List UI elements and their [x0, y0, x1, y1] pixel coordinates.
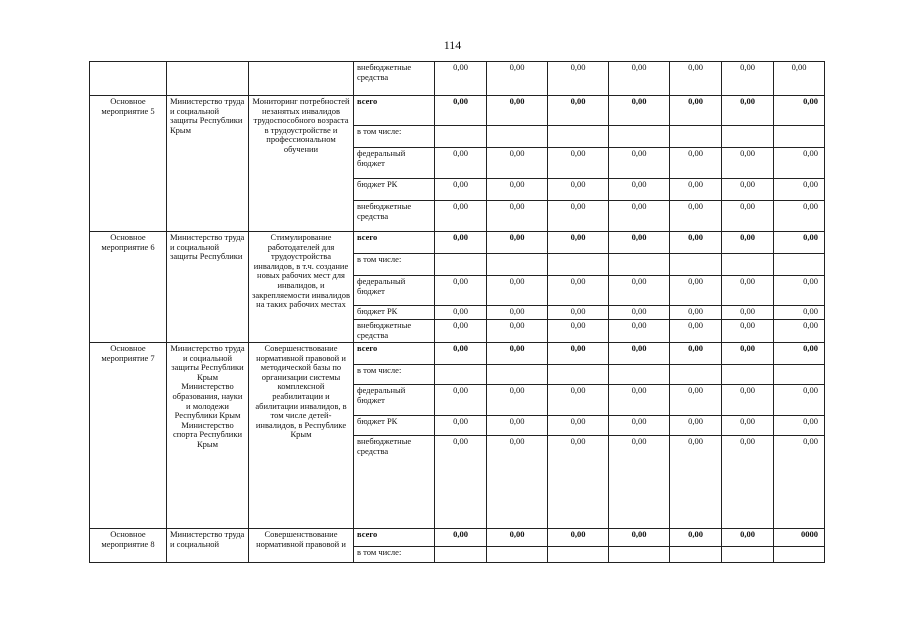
value-cell: 0,00	[722, 96, 774, 126]
value-cell: 0,00	[435, 416, 487, 436]
value-cell: 0,00	[435, 385, 487, 416]
value-cell: 0,00	[670, 148, 722, 179]
value-cell: 0,00	[722, 436, 774, 529]
value-cell	[722, 126, 774, 148]
value-cell: 0,00	[670, 416, 722, 436]
funding-source: федеральный бюджет	[354, 385, 435, 416]
funding-source: всего	[354, 232, 435, 254]
value-cell: 0000	[774, 529, 825, 547]
value-cell: 0,00	[548, 320, 609, 343]
value-cell: 0,00	[435, 148, 487, 179]
value-cell: 0,00	[722, 416, 774, 436]
value-cell: 0,00	[487, 529, 548, 547]
value-cell: 0,00	[670, 232, 722, 254]
empty-cell	[90, 62, 167, 96]
value-cell	[435, 547, 487, 563]
value-cell	[774, 547, 825, 563]
value-cell: 0,00	[548, 343, 609, 365]
funding-source: внебюджетные средства	[354, 436, 435, 529]
value-cell: 0,00	[609, 529, 670, 547]
event-description: Совершенствование нормативной правовой и методической базы по организации системы комплексной реабилитации и абилитации инвалидов, в том числе детей-инвалидов, в Республике Крым	[249, 343, 354, 529]
value-cell: 0,00	[435, 62, 487, 96]
value-cell	[435, 365, 487, 385]
event-name: Основное мероприятие 8	[90, 529, 167, 563]
table-row	[90, 343, 825, 365]
value-cell: 0,00	[487, 416, 548, 436]
funding-source: всего	[354, 96, 435, 126]
funding-source: внебюджетные средства	[354, 62, 435, 96]
value-cell	[774, 126, 825, 148]
value-cell: 0,00	[609, 148, 670, 179]
value-cell	[487, 126, 548, 148]
executor: Министерство труда и социальной	[167, 529, 249, 563]
value-cell: 0,00	[609, 343, 670, 365]
value-cell	[722, 547, 774, 563]
value-cell	[548, 254, 609, 276]
funding-source: в том числе:	[354, 547, 435, 563]
value-cell: 0,00	[670, 385, 722, 416]
value-cell: 0,00	[609, 201, 670, 232]
value-cell: 0,00	[548, 232, 609, 254]
value-cell: 0,00	[487, 62, 548, 96]
value-cell: 0,00	[609, 96, 670, 126]
value-cell: 0,00	[435, 276, 487, 306]
value-cell: 0,00	[774, 148, 825, 179]
value-cell: 0,00	[774, 201, 825, 232]
value-cell	[487, 254, 548, 276]
value-cell: 0,00	[774, 436, 825, 529]
value-cell: 0,00	[548, 416, 609, 436]
value-cell: 0,00	[435, 320, 487, 343]
value-cell: 0,00	[548, 436, 609, 529]
value-cell: 0,00	[435, 179, 487, 201]
value-cell: 0,00	[435, 306, 487, 320]
value-cell: 0,00	[487, 96, 548, 126]
executor: Министерство труда и социальной защиты Республики Крым	[167, 96, 249, 232]
value-cell: 0,00	[670, 343, 722, 365]
value-cell: 0,00	[435, 529, 487, 547]
value-cell: 0,00	[774, 343, 825, 365]
value-cell: 0,00	[722, 201, 774, 232]
value-cell	[435, 254, 487, 276]
value-cell: 0,00	[609, 436, 670, 529]
value-cell	[435, 126, 487, 148]
value-cell: 0,00	[548, 201, 609, 232]
table-row	[90, 232, 825, 254]
value-cell: 0,00	[722, 148, 774, 179]
value-cell: 0,00	[722, 232, 774, 254]
value-cell: 0,00	[670, 96, 722, 126]
value-cell: 0,00	[774, 416, 825, 436]
value-cell	[670, 254, 722, 276]
value-cell	[670, 547, 722, 563]
value-cell: 0,00	[487, 306, 548, 320]
value-cell: 0,00	[435, 436, 487, 529]
value-cell: 0,00	[609, 320, 670, 343]
value-cell: 0,00	[548, 96, 609, 126]
funding-source: в том числе:	[354, 254, 435, 276]
value-cell: 0,00	[548, 529, 609, 547]
value-cell: 0,00	[609, 385, 670, 416]
value-cell: 0,00	[670, 529, 722, 547]
value-cell: 0,00	[722, 62, 774, 96]
value-cell: 0,00	[722, 529, 774, 547]
value-cell	[722, 254, 774, 276]
value-cell: 0,00	[774, 96, 825, 126]
value-cell: 0,00	[609, 62, 670, 96]
funding-source: федеральный бюджет	[354, 276, 435, 306]
value-cell: 0,00	[722, 343, 774, 365]
value-cell: 0,00	[548, 276, 609, 306]
value-cell: 0,00	[609, 416, 670, 436]
value-cell: 0,00	[774, 306, 825, 320]
value-cell: 0,00	[487, 343, 548, 365]
value-cell: 0,00	[487, 201, 548, 232]
event-description: Совершенствование нормативной правовой и	[249, 529, 354, 563]
value-cell: 0,00	[774, 232, 825, 254]
value-cell: 0,00	[487, 179, 548, 201]
empty-cell	[249, 62, 354, 96]
value-cell: 0,00	[548, 179, 609, 201]
funding-source: федеральный бюджет	[354, 148, 435, 179]
value-cell	[670, 365, 722, 385]
funding-source: внебюджетные средства	[354, 320, 435, 343]
value-cell: 0,00	[548, 148, 609, 179]
value-cell	[609, 254, 670, 276]
executor: Министерство труда и социальной защиты Республики	[167, 232, 249, 343]
value-cell: 0,00	[548, 306, 609, 320]
value-cell: 0,00	[670, 276, 722, 306]
funding-source: внебюджетные средства	[354, 201, 435, 232]
table-row	[90, 529, 825, 547]
funding-source: бюджет РК	[354, 416, 435, 436]
value-cell: 0,00	[435, 343, 487, 365]
value-cell: 0,00	[774, 179, 825, 201]
value-cell: 0,00	[435, 96, 487, 126]
executor: Министерство труда и социальной защиты Республики Крым Министерство образования, науки и молодежи Республики Крым Министерство спорта Республики Крым	[167, 343, 249, 529]
value-cell	[487, 365, 548, 385]
value-cell: 0,00	[774, 385, 825, 416]
value-cell	[774, 254, 825, 276]
value-cell	[487, 547, 548, 563]
value-cell: 0,00	[487, 436, 548, 529]
value-cell: 0,00	[548, 385, 609, 416]
value-cell: 0,00	[722, 385, 774, 416]
value-cell: 0,00	[774, 62, 825, 96]
event-name: Основное мероприятие 6	[90, 232, 167, 343]
value-cell	[609, 547, 670, 563]
value-cell: 0,00	[435, 232, 487, 254]
event-description: Мониторинг потребностей незанятых инвалидов трудоспособного возраста в трудоустройстве и профессиональном обучении	[249, 96, 354, 232]
value-cell	[548, 365, 609, 385]
funding-source: бюджет РК	[354, 306, 435, 320]
funding-source: бюджет РК	[354, 179, 435, 201]
funding-source: всего	[354, 529, 435, 547]
value-cell: 0,00	[774, 320, 825, 343]
financing-table	[89, 61, 825, 563]
value-cell	[722, 365, 774, 385]
value-cell: 0,00	[609, 232, 670, 254]
value-cell	[548, 126, 609, 148]
funding-source: в том числе:	[354, 365, 435, 385]
value-cell: 0,00	[609, 306, 670, 320]
value-cell: 0,00	[722, 179, 774, 201]
value-cell: 0,00	[774, 276, 825, 306]
value-cell	[774, 365, 825, 385]
value-cell	[670, 126, 722, 148]
funding-source: всего	[354, 343, 435, 365]
event-description: Стимулирование работодателей для трудоустройства инвалидов, в т.ч. создание новых рабочих мест для инвалидов, и закрепляемости инвалидов на таких рабочих местах	[249, 232, 354, 343]
value-cell: 0,00	[670, 201, 722, 232]
value-cell: 0,00	[487, 385, 548, 416]
event-name: Основное мероприятие 7	[90, 343, 167, 529]
value-cell: 0,00	[548, 62, 609, 96]
empty-cell	[167, 62, 249, 96]
funding-source: в том числе:	[354, 126, 435, 148]
value-cell: 0,00	[670, 306, 722, 320]
page-number: 114	[443, 38, 462, 52]
value-cell	[548, 547, 609, 563]
value-cell	[609, 126, 670, 148]
value-cell: 0,00	[435, 201, 487, 232]
value-cell: 0,00	[670, 179, 722, 201]
table-row	[90, 96, 825, 126]
value-cell: 0,00	[670, 62, 722, 96]
value-cell: 0,00	[487, 320, 548, 343]
value-cell: 0,00	[609, 179, 670, 201]
value-cell: 0,00	[609, 276, 670, 306]
value-cell: 0,00	[670, 320, 722, 343]
value-cell: 0,00	[722, 276, 774, 306]
value-cell: 0,00	[722, 320, 774, 343]
value-cell: 0,00	[722, 306, 774, 320]
value-cell	[609, 365, 670, 385]
value-cell: 0,00	[487, 232, 548, 254]
value-cell: 0,00	[487, 148, 548, 179]
value-cell: 0,00	[670, 436, 722, 529]
table-row	[90, 62, 825, 96]
value-cell: 0,00	[487, 276, 548, 306]
event-name: Основное мероприятие 5	[90, 96, 167, 232]
